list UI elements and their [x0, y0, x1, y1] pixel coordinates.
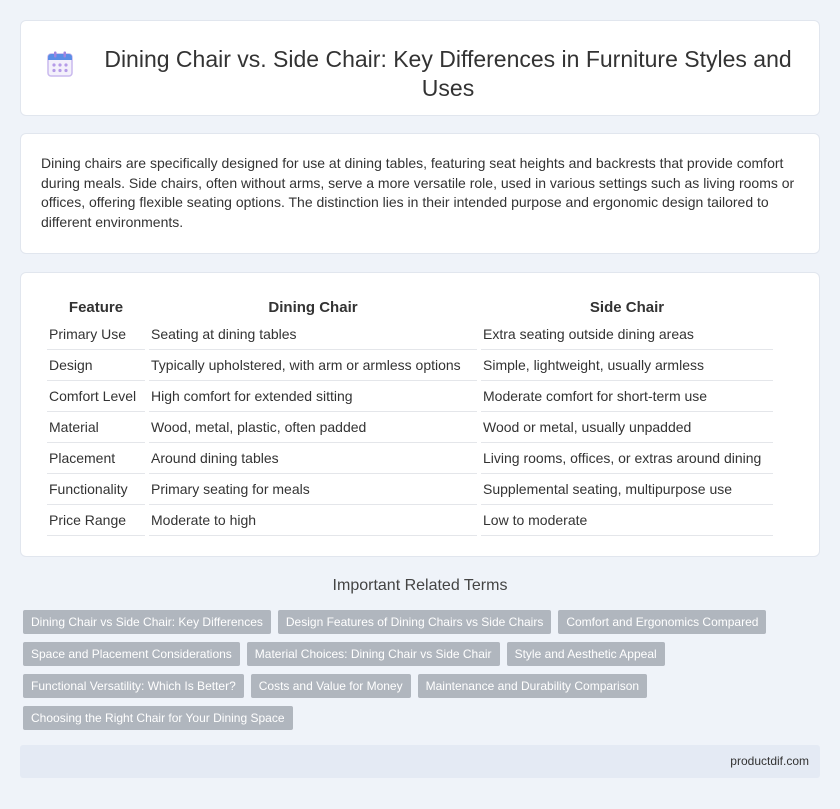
related-tag[interactable]: Maintenance and Durability Comparison	[418, 674, 647, 698]
feature-cell: Placement	[47, 443, 145, 474]
dining-chair-cell: Moderate to high	[149, 505, 477, 536]
side-chair-cell: Extra seating outside dining areas	[481, 319, 773, 350]
related-tag[interactable]: Space and Placement Considerations	[23, 642, 240, 666]
related-tag[interactable]: Material Choices: Dining Chair vs Side Chair	[247, 642, 500, 666]
comparison-card	[20, 272, 820, 557]
feature-cell: Functionality	[47, 474, 145, 505]
side-chair-cell: Supplemental seating, multipurpose use	[481, 474, 773, 505]
table-row	[47, 319, 773, 350]
feature-cell: Primary Use	[47, 319, 145, 350]
header-side-chair: Side Chair	[589, 298, 665, 316]
side-chair-cell: Simple, lightweight, usually armless	[481, 350, 773, 381]
table-row	[47, 443, 773, 474]
side-chair-cell: Living rooms, offices, or extras around dining	[481, 443, 773, 474]
feature-cell: Material	[47, 412, 145, 443]
side-chair-cell: Wood or metal, usually unpadded	[481, 412, 773, 443]
side-chair-cell: Low to moderate	[481, 505, 773, 536]
feature-cell: Design	[47, 350, 145, 381]
header-feature: Feature	[68, 298, 124, 316]
related-terms-tags	[23, 610, 793, 738]
dining-chair-cell: Typically upholstered, with arm or armless options	[149, 350, 477, 381]
related-tag[interactable]: Choosing the Right Chair for Your Dining Space	[23, 706, 293, 730]
feature-cell: Price Range	[47, 505, 145, 536]
footer-bar	[20, 745, 820, 778]
feature-cell: Comfort Level	[47, 381, 145, 412]
side-chair-cell: Moderate comfort for short-term use	[481, 381, 773, 412]
table-row	[47, 505, 773, 536]
related-tag[interactable]: Design Features of Dining Chairs vs Side Chairs	[278, 610, 551, 634]
comparison-table	[43, 295, 777, 536]
table-row	[47, 381, 773, 412]
dining-chair-cell: High comfort for extended sitting	[149, 381, 477, 412]
dining-chair-cell: Wood, metal, plastic, often padded	[149, 412, 477, 443]
related-tag[interactable]: Comfort and Ergonomics Compared	[558, 610, 766, 634]
table-row	[47, 350, 773, 381]
intro-paragraph: Dining chairs are specifically designed for use at dining tables, featuring seat heights and backrests that provide comfort during meals. Side chairs, often without arms, serve a more versatile role, used in various settings such as living rooms or offices, offering flexible seating options. The distinction lies in their intended purpose and ergonomic design tailored to different environments.	[41, 155, 795, 230]
related-tag[interactable]: Dining Chair vs Side Chair: Key Differences	[23, 610, 271, 634]
intro-card	[20, 133, 820, 254]
header-card	[20, 20, 820, 116]
related-tag[interactable]: Costs and Value for Money	[251, 674, 411, 698]
calendar-icon	[45, 49, 75, 79]
table-row	[47, 474, 773, 505]
footer-site-link[interactable]: productdif.com	[730, 754, 809, 768]
related-terms-title: Important Related Terms	[332, 577, 508, 594]
page-title: Dining Chair vs. Side Chair: Key Differences in Furniture Styles and Uses	[104, 46, 792, 101]
related-tag[interactable]: Functional Versatility: Which Is Better?	[23, 674, 244, 698]
dining-chair-cell: Seating at dining tables	[149, 319, 477, 350]
table-row	[47, 412, 773, 443]
dining-chair-cell: Around dining tables	[149, 443, 477, 474]
dining-chair-cell: Primary seating for meals	[149, 474, 477, 505]
related-tag[interactable]: Style and Aesthetic Appeal	[507, 642, 665, 666]
table-header-row	[47, 295, 773, 319]
header-dining-chair: Dining Chair	[268, 298, 358, 316]
